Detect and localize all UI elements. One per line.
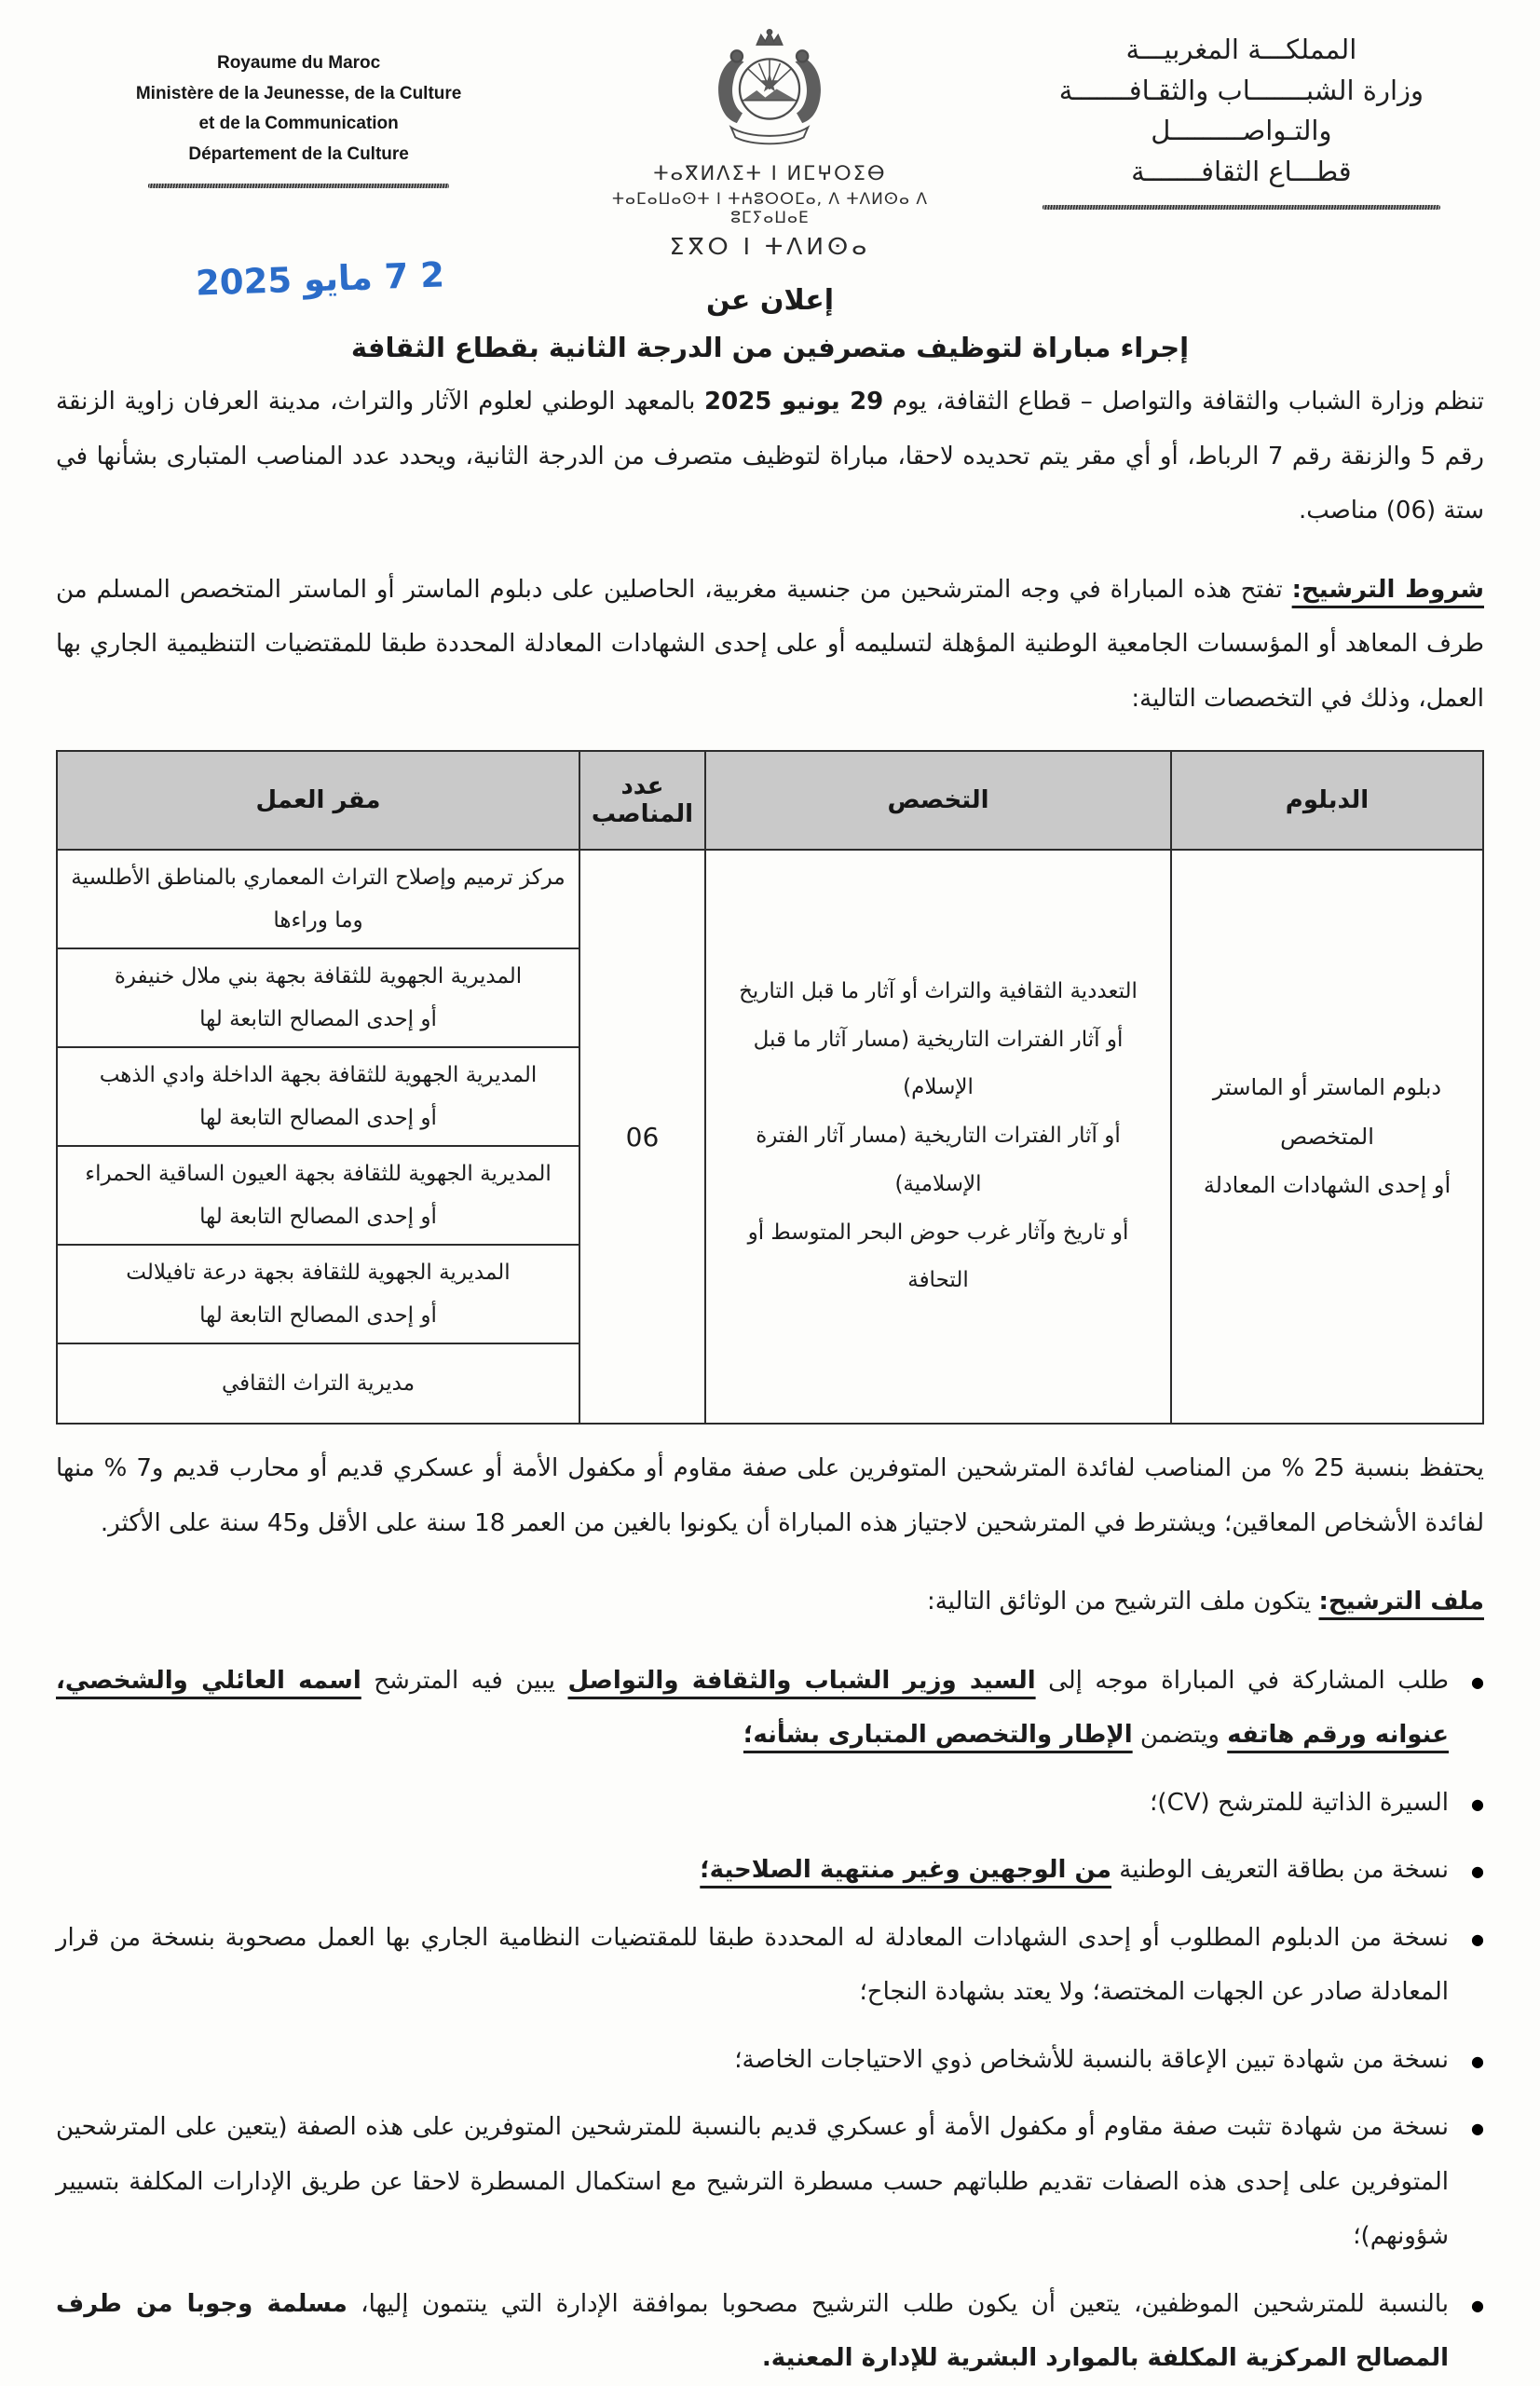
ministry-line-fr: Département de la Culture bbox=[188, 144, 409, 165]
specialty-line: التعددية الثقافية والتراث أو آثار ما قبل التاريخ bbox=[739, 978, 1138, 1003]
diploma-cell bbox=[1171, 850, 1483, 1424]
ministry-line-ar: المملكـــة المغربيـــة bbox=[1125, 34, 1357, 65]
list-item-text: نسخة من الدبلوم المطلوب أو إحدى الشهادات المعادلة له المحددة طبقا للمقتضيات النظامية الجاري بها العمل مصحوبة بنسخة من قرار المعادلة صادر عن الجهات المختصة؛ ولا يعتد بشهادة النجاح؛ bbox=[56, 1923, 1449, 2006]
list-item-text: طلب المشاركة في المباراة موجه إلى السيد وزير الشباب والثقافة والتواصل يبين فيه المترشح اسمه العائلي والشخصي، عنوانه ورقم هاتفه ويتضمن الإطار والتخصص المتبارى بشأنه؛ bbox=[56, 1666, 1449, 1749]
tifinagh-line: ⵉⴳⵔ ⵏ ⵜⴷⵍⵙⴰ bbox=[669, 233, 871, 260]
specialty-line: أو تاريخ وآثار غرب حوض البحر المتوسط أو التحافة bbox=[747, 1220, 1129, 1293]
bullet-icon: ● bbox=[1471, 1672, 1484, 1691]
ministry-line-ar: قطـــاع الثقافـــــــة bbox=[1131, 155, 1352, 187]
bullet-icon: ● bbox=[1471, 1929, 1484, 1948]
workplace-cell bbox=[57, 1047, 579, 1146]
header-center bbox=[584, 26, 956, 260]
workplace-line: المديرية الجهوية للثقافة بجهة درعة تافيلالت bbox=[126, 1261, 511, 1285]
conditions-paragraph: شروط الترشيح: تفتح هذه المباراة في وجه المترشحين من جنسية مغربية، الحاصلين على دبلوم الماستر أو الماستر المتخصص المسلم من طرف المعاهد أو المؤسسات الجامعية الوطنية المؤهلة لتسليمه أو على إحدى الشهادات المعادلة المحددة طبقا للمقتضيات التنظيمية الجاري بها العمل، وذلك في التخصصات التالية: bbox=[56, 575, 1484, 713]
intro-paragraph: تنظم وزارة الشباب والثقافة والتواصل – قطاع الثقافة، يوم 29 يونيو 2025 بالمعهد الوطني لعلوم الآثار والتراث، مدينة العرفان زاوية الزنقة رقم 5 والزنقة رقم 7 الرباط، أو أي مقر يتم تحديده لاحقا، مباراة لتوظيف متصرف من الدرجة الثانية، ويحدد عدد المناصب المتبارى بشأنها في ستة (06) مناصب. bbox=[56, 388, 1484, 525]
quota-paragraph: يحتفظ بنسبة 25 % من المناصب لفائدة المترشحين المتوفرين على صفة مقاوم أو مكفول الأمة أو عسكري قديم أو محارب قديم و7 % منها لفائدة الأشخاص المعاقين؛ ويشترط في المترشحين لاجتياز هذه المباراة أن يكونوا بالغين من العمر 18 سنة على الأقل و45 سنة على الأكثر. bbox=[56, 1454, 1485, 1537]
bullet-icon: ● bbox=[1471, 2120, 1484, 2137]
list-item-text: بالنسبة للمترشحين الموظفين، يتعين أن يكون طلب الترشيح مصحوبا بموافقة الإدارة التي ينتمون إليها، مسلمة وجوبا من طرف المصالح المركزية المكلفة بالموارد البشرية للإدارة المعنية. bbox=[56, 2289, 1450, 2372]
specialty-line: أو آثار الفترات التاريخية (مسار آثار ما قبل الإسلام) bbox=[753, 1027, 1124, 1100]
bullet-icon: ● bbox=[1471, 1794, 1484, 1813]
ministry-line-ar: وزارة الشبـــــــاب والثقـافـــــــة bbox=[1058, 74, 1424, 106]
positions-count-cell: 06 bbox=[579, 850, 705, 1424]
ministry-line-fr: et de la Communication bbox=[198, 114, 399, 134]
list-item bbox=[56, 1911, 1484, 2020]
table-header-workplace: مقر العمل bbox=[57, 751, 579, 850]
bullet-icon: ● bbox=[1471, 1862, 1484, 1880]
table-header-row bbox=[57, 751, 1483, 850]
diploma-line: المتخصص bbox=[1280, 1123, 1374, 1150]
list-item-text: نسخة من شهادة تثبت صفة مقاوم أو مكفول الأمة أو عسكري قديم بالنسبة للمترشحين المتوفرين على هذه الصفة (يتعين على المترشحين المتوفرين على إحدى هذه الصفات تقديم طلباتهم حسب مسطرة الترشيح مع استكمال المسطرة لاحقا عن طريق الإدارات المكلفة بتسيير شؤونهم)؛ bbox=[56, 2113, 1449, 2250]
ministry-line-ar: والتـواصـــــــــل bbox=[1151, 115, 1332, 146]
list-item bbox=[56, 1776, 1484, 1831]
list-item-text: نسخة من بطاقة التعريف الوطنية من الوجهين وغير منتهية الصلاحية؛ bbox=[700, 1856, 1449, 1884]
specialty-line: أو آثار الفترات التاريخية (مسار آثار الفترة الإسلامية) bbox=[756, 1124, 1121, 1196]
positions-table bbox=[56, 750, 1484, 1425]
list-item bbox=[56, 2277, 1484, 2386]
list-item bbox=[56, 2033, 1484, 2088]
table-header-diploma: الدبلوم bbox=[1171, 751, 1483, 850]
list-item bbox=[56, 1654, 1484, 1763]
table-row bbox=[57, 850, 1483, 948]
workplace-cell bbox=[57, 1146, 579, 1245]
workplace-cell bbox=[57, 850, 579, 948]
diploma-line: أو إحدى الشهادات المعادلة bbox=[1203, 1172, 1451, 1199]
workplace-line: أو إحدى المصالح التابعة لها bbox=[199, 1205, 437, 1229]
header bbox=[56, 26, 1484, 260]
workplace-line: المديرية الجهوية للثقافة بجهة بني ملال خنيفرة bbox=[114, 964, 523, 988]
bullet-icon: ● bbox=[1471, 2296, 1484, 2314]
workplace-line: أو إحدى المصالح التابعة لها bbox=[199, 1106, 437, 1130]
workplace-line: مديرية التراث الثقافي bbox=[221, 1371, 416, 1396]
coat-of-arms-icon bbox=[691, 26, 848, 155]
bullet-icon: ● bbox=[1471, 2052, 1484, 2070]
workplace-line: المديرية الجهوية للثقافة بجهة الداخلة وادي الذهب bbox=[99, 1063, 538, 1087]
list-item-text: نسخة من شهادة تبين الإعاقة بالنسبة للأشخاص ذوي الاحتياجات الخاصة؛ bbox=[734, 2045, 1449, 2074]
list-item bbox=[56, 2100, 1484, 2264]
date-stamp: 2 7 مايو 2025 bbox=[195, 254, 445, 304]
workplace-cell bbox=[57, 948, 579, 1047]
specialty-cell bbox=[705, 850, 1171, 1424]
workplace-cell bbox=[57, 1343, 579, 1424]
table-header-specialty: التخصص bbox=[705, 751, 1171, 850]
ministry-line-fr: Ministère de la Jeunesse, de la Culture bbox=[135, 83, 462, 103]
workplace-line: مركز ترميم وإصلاح التراث المعماري بالمناطق الأطلسية وما وراءها bbox=[71, 866, 566, 933]
header-left-ministry bbox=[56, 26, 541, 188]
dossier-list bbox=[56, 1654, 1484, 2386]
workplace-line: المديرية الجهوية للثقافة بجهة العيون الساقية الحمراء bbox=[85, 1162, 552, 1186]
workplace-line: أو إحدى المصالح التابعة لها bbox=[199, 1303, 437, 1328]
ministry-line-fr: Royaume du Maroc bbox=[216, 53, 381, 73]
list-item bbox=[56, 1843, 1484, 1898]
page-subtitle: إجراء مباراة لتوظيف متصرفين من الدرجة الثانية بقطاع الثقافة bbox=[350, 332, 1190, 363]
table-header-positions: عدد المناصب bbox=[579, 751, 705, 850]
page-title: إعلان عن bbox=[705, 284, 835, 317]
diploma-line: دبلوم الماستر أو الماستر bbox=[1212, 1073, 1442, 1100]
tifinagh-line: ⵜⴰⵎⴰⵡⴰⵙⵜ ⵏ ⵜⵄⵓⵔⵔⵎⴰ, ⴷ ⵜⴷⵍⵙⴰ ⴷ ⵓⵎⵢⴰⵡⴰⴹ bbox=[612, 190, 928, 227]
workplace-cell bbox=[57, 1245, 579, 1343]
header-squiggle bbox=[148, 184, 449, 188]
header-right-ministry bbox=[999, 26, 1484, 210]
tifinagh-line: ⵜⴰⴳⵍⴷⵉⵜ ⵏ ⵍⵎⵖⵔⵉⴱ bbox=[653, 162, 887, 184]
list-item-text: السيرة الذاتية للمترشح (CV)؛ bbox=[1150, 1788, 1449, 1817]
workplace-line: أو إحدى المصالح التابعة لها bbox=[199, 1007, 437, 1031]
header-squiggle bbox=[1043, 205, 1440, 210]
dossier-heading: ملف الترشيح: يتكون ملف الترشيح من الوثائق التالية: bbox=[926, 1588, 1484, 1616]
